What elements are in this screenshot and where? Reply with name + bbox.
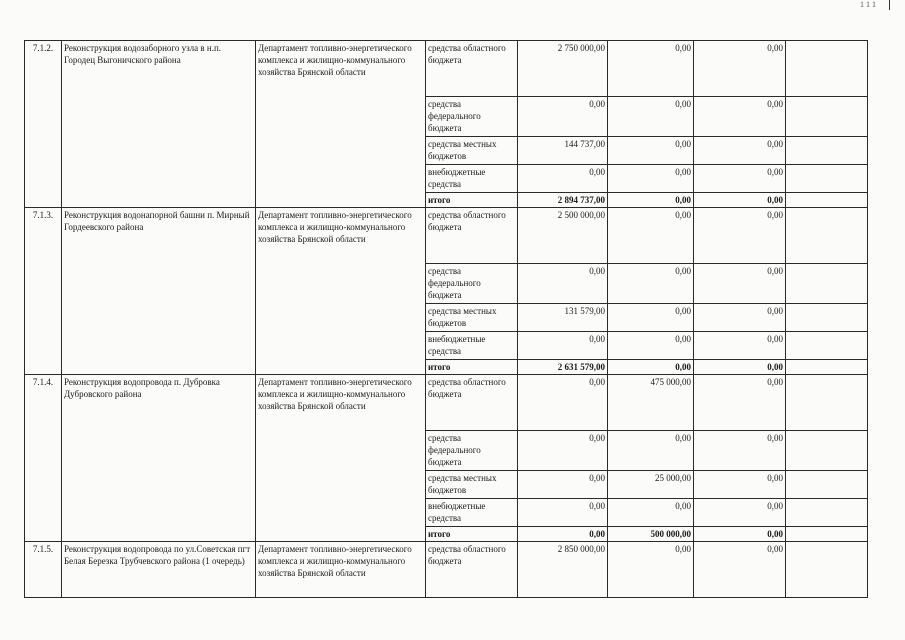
funding-value-v1: 0,00 — [518, 431, 608, 471]
funding-value-v1: 0,00 — [518, 332, 608, 360]
funding-value-v3: 0,00 — [694, 499, 786, 527]
funding-value-v3: 0,00 — [694, 165, 786, 193]
funding-row — [25, 542, 868, 598]
total-value-v2: 0,00 — [608, 193, 694, 208]
empty-cell — [786, 332, 868, 360]
funding-value-v2: 0,00 — [608, 499, 694, 527]
total-value-v3: 0,00 — [694, 193, 786, 208]
funding-value-v3: 0,00 — [694, 431, 786, 471]
funding-value-v1: 0,00 — [518, 471, 608, 499]
funding-value-v2: 0,00 — [608, 304, 694, 332]
funding-source: средства местных бюджетов — [426, 137, 518, 165]
empty-cell — [786, 527, 868, 542]
measure-executor: Департамент топливно-энергетического комплекса и жилищно-коммунального хозяйства Брянской области — [256, 208, 426, 375]
funding-value-v3: 0,00 — [694, 332, 786, 360]
funding-value-v2: 0,00 — [608, 97, 694, 137]
funding-source: средства областного бюджета — [426, 375, 518, 431]
empty-cell — [786, 208, 868, 264]
funding-source: средства областного бюджета — [426, 41, 518, 97]
funding-row — [25, 41, 868, 97]
measure-executor: Департамент топливно-энергетического комплекса и жилищно-коммунального хозяйства Брянской области — [256, 375, 426, 542]
total-value-v3: 0,00 — [694, 360, 786, 375]
funding-value-v1: 2 850 000,00 — [518, 542, 608, 598]
funding-source: внебюджетные средства — [426, 165, 518, 193]
empty-cell — [786, 431, 868, 471]
funding-value-v3: 0,00 — [694, 97, 786, 137]
funding-source: внебюджетные средства — [426, 499, 518, 527]
funding-value-v3: 0,00 — [694, 542, 786, 598]
funding-value-v3: 0,00 — [694, 304, 786, 332]
funding-value-v3: 0,00 — [694, 41, 786, 97]
empty-cell — [786, 97, 868, 137]
total-label: итого — [426, 527, 518, 542]
total-value-v1: 2 631 579,00 — [518, 360, 608, 375]
measure-number: 7.1.4. — [25, 375, 62, 542]
funding-value-v1: 0,00 — [518, 264, 608, 304]
funding-source: средства федерального бюджета — [426, 431, 518, 471]
funding-value-v1: 0,00 — [518, 97, 608, 137]
funding-value-v2: 0,00 — [608, 431, 694, 471]
funding-value-v1: 2 750 000,00 — [518, 41, 608, 97]
funding-value-v2: 0,00 — [608, 208, 694, 264]
funding-source: средства федерального бюджета — [426, 97, 518, 137]
funding-value-v1: 0,00 — [518, 165, 608, 193]
funding-value-v2: 0,00 — [608, 542, 694, 598]
funding-value-v2: 0,00 — [608, 264, 694, 304]
measure-number: 7.1.2. — [25, 41, 62, 208]
funding-source: внебюджетные средства — [426, 332, 518, 360]
empty-cell — [786, 499, 868, 527]
empty-cell — [786, 471, 868, 499]
funding-value-v2: 0,00 — [608, 41, 694, 97]
funding-value-v3: 0,00 — [694, 137, 786, 165]
funding-source: средства федерального бюджета — [426, 264, 518, 304]
measure-name: Реконструкция водопровода по ул.Советская пгт Белая Березка Трубчевского района (1 очередь) — [62, 542, 256, 598]
funding-value-v2: 25 000,00 — [608, 471, 694, 499]
measure-name: Реконструкция водопровода п. Дубровка Дубровского района — [62, 375, 256, 542]
measure-executor: Департамент топливно-энергетического комплекса и жилищно-коммунального хозяйства Брянской области — [256, 41, 426, 208]
empty-cell — [786, 41, 868, 97]
empty-cell — [786, 360, 868, 375]
total-label: итого — [426, 360, 518, 375]
funding-value-v1: 0,00 — [518, 375, 608, 431]
empty-cell — [786, 375, 868, 431]
funding-value-v2: 475 000,00 — [608, 375, 694, 431]
empty-cell — [786, 304, 868, 332]
total-value-v2: 500 000,00 — [608, 527, 694, 542]
funding-value-v3: 0,00 — [694, 264, 786, 304]
funding-source: средства областного бюджета — [426, 542, 518, 598]
total-value-v2: 0,00 — [608, 360, 694, 375]
funding-value-v1: 131 579,00 — [518, 304, 608, 332]
funding-row — [25, 375, 868, 431]
funding-value-v1: 0,00 — [518, 499, 608, 527]
funding-row — [25, 208, 868, 264]
empty-cell — [786, 542, 868, 598]
funding-source: средства областного бюджета — [426, 208, 518, 264]
funding-value-v2: 0,00 — [608, 332, 694, 360]
empty-cell — [786, 193, 868, 208]
funding-value-v3: 0,00 — [694, 208, 786, 264]
funding-value-v2: 0,00 — [608, 165, 694, 193]
scan-edge-mark — [889, 0, 890, 10]
measure-name: Реконструкция водозаборного узла в н.п. Городец Выгоничского района — [62, 41, 256, 208]
measure-number: 7.1.5. — [25, 542, 62, 598]
total-value-v1: 2 894 737,00 — [518, 193, 608, 208]
funding-table — [24, 40, 868, 598]
measure-number: 7.1.3. — [25, 208, 62, 375]
funding-value-v3: 0,00 — [694, 375, 786, 431]
total-value-v1: 0,00 — [518, 527, 608, 542]
funding-value-v3: 0,00 — [694, 471, 786, 499]
measure-executor: Департамент топливно-энергетического комплекса и жилищно-коммунального хозяйства Брянской области — [256, 542, 426, 598]
total-value-v3: 0,00 — [694, 527, 786, 542]
empty-cell — [786, 264, 868, 304]
funding-table-body — [25, 41, 868, 598]
page-marker: 1 1 1 — [860, 0, 876, 9]
empty-cell — [786, 165, 868, 193]
empty-cell — [786, 137, 868, 165]
measure-name: Реконструкция водонапорной башни п. Мирный Гордеевского района — [62, 208, 256, 375]
funding-value-v1: 144 737,00 — [518, 137, 608, 165]
funding-source: средства местных бюджетов — [426, 304, 518, 332]
total-label: итого — [426, 193, 518, 208]
funding-value-v1: 2 500 000,00 — [518, 208, 608, 264]
funding-source: средства местных бюджетов — [426, 471, 518, 499]
funding-value-v2: 0,00 — [608, 137, 694, 165]
